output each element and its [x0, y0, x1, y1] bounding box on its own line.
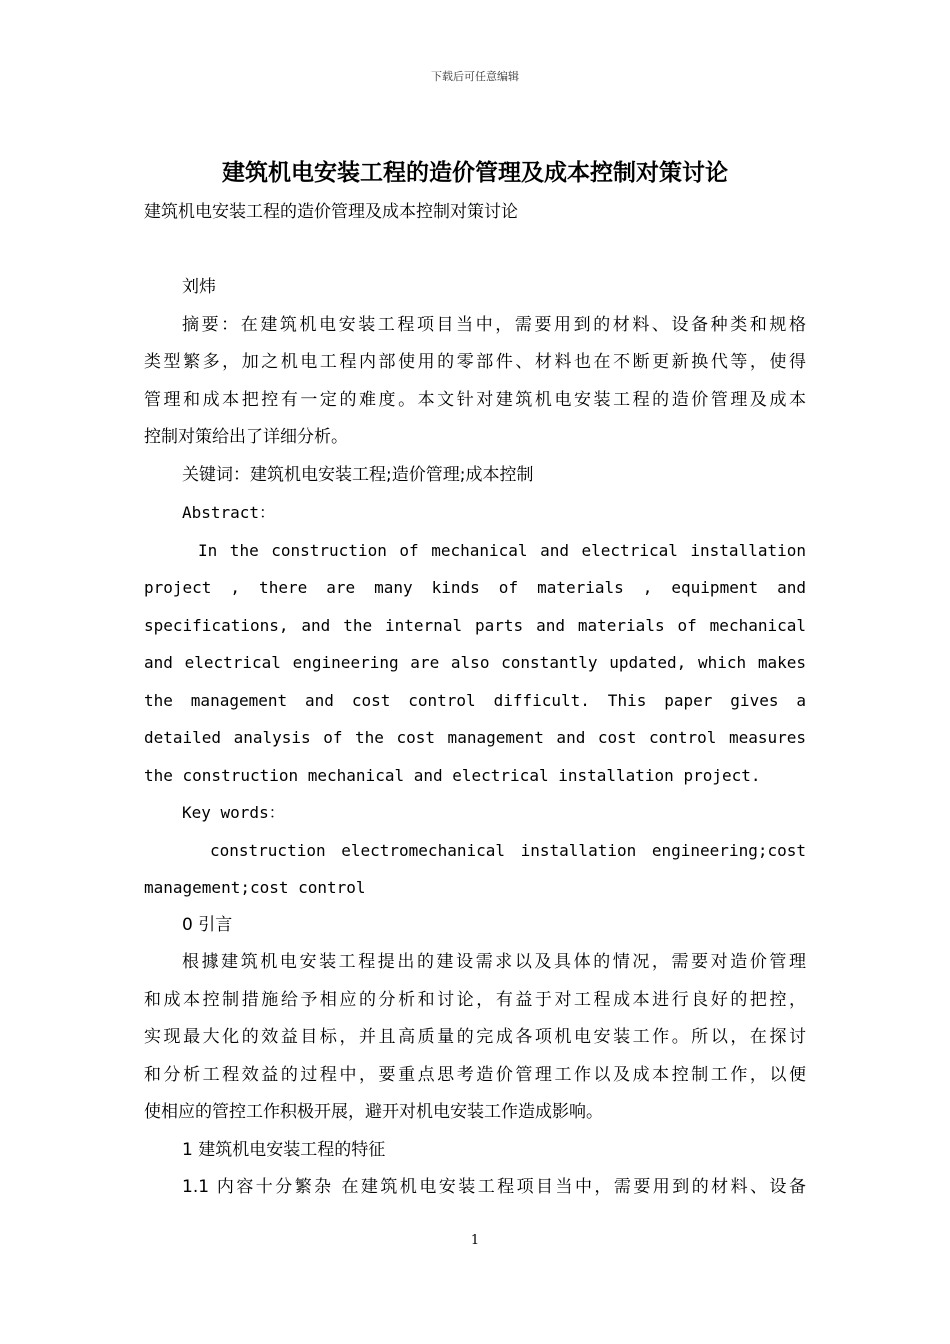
document-body [144, 194, 806, 1207]
section-0-line: 实现最大化的效益目标，并且高质量的完成各项机电安装工作。所以，在探讨 [144, 1027, 806, 1047]
abstract-en-line: project , there are many kinds of materials , equipment and [144, 578, 806, 597]
keywords-en-label: Key words： [182, 803, 285, 822]
page-number: 1 [470, 1233, 480, 1248]
abstract-en-label: Abstract： [182, 503, 276, 522]
section-0-line: 和分析工程效益的过程中，要重点思考造价管理工作以及成本控制工作，以便 [144, 1064, 806, 1085]
author: 刘炜 [182, 277, 216, 297]
section-0-heading: 0 引言 [182, 914, 233, 935]
abstract-en-line: the construction mechanical and electrical installation project. [144, 765, 761, 785]
header-note: 下载后可任意编辑 [431, 70, 519, 83]
keywords-en-line: construction electromechanical installation engineering;cost [210, 840, 806, 860]
section-1-heading: 1 建筑机电安装工程的特征 [182, 1139, 386, 1160]
section-1-1-line: 1.1 内容十分繁杂 在建筑机电安装工程项目当中，需要用到的材料、设备 [182, 1177, 806, 1197]
subtitle: 建筑机电安装工程的造价管理及成本控制对策讨论 [144, 202, 518, 222]
section-0-line: 和成本控制措施给予相应的分析和讨论，有益于对工程成本进行良好的把控， [144, 989, 806, 1010]
abstract-cn-line: 类型繁多，加之机电工程内部使用的零部件、材料也在不断更新换代等，使得 [144, 352, 806, 372]
blank-line [144, 232, 806, 270]
abstract-cn-line: 控制对策给出了详细分析。 [144, 427, 348, 447]
keywords-en-line: management;cost control [144, 878, 366, 897]
abstract-en-line: the management and cost control difficult. This paper gives a [144, 690, 806, 710]
section-0-line: 根據建筑机电安装工程提出的建设需求以及具体的情况，需要对造价管理 [182, 952, 806, 972]
abstract-cn-line: 摘要：在建筑机电安装工程项目当中，需要用到的材料、设备种类和规格 [182, 314, 806, 335]
keywords-cn: 关键词：建筑机电安装工程;造价管理;成本控制 [182, 464, 534, 485]
abstract-en-line: specifications, and the internal parts and materials of mechanical [144, 615, 806, 635]
abstract-en-line: detailed analysis of the cost management and cost control measures [144, 728, 806, 747]
abstract-en-line: In the construction of mechanical and electrical installation [198, 540, 806, 560]
abstract-en-line: and electrical engineering are also constantly updated, which makes [144, 653, 806, 672]
abstract-cn-line: 管理和成本把控有一定的难度。本文针对建筑机电安装工程的造价管理及成本 [144, 389, 806, 410]
section-0-line: 使相应的管控工作积极开展，避开对机电安装工作造成影响。 [144, 1102, 603, 1122]
document-title: 建筑机电安装工程的造价管理及成本控制对策讨论 [222, 160, 728, 186]
